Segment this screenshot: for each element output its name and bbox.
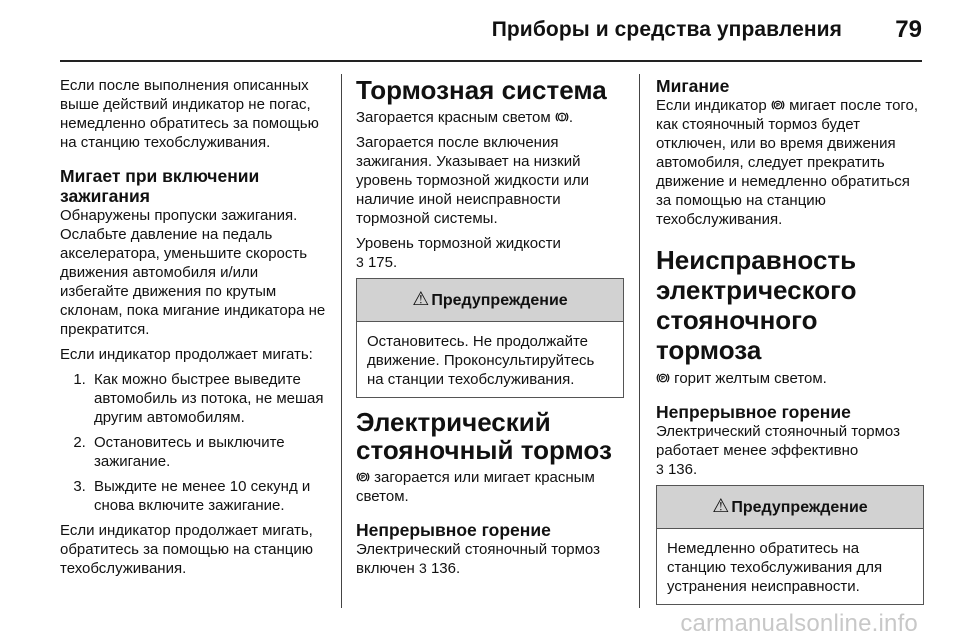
page-reference[interactable]: 136. — [430, 560, 461, 577]
column-1 — [60, 76, 330, 584]
section-heading: Электрический стояночный тормоз — [356, 407, 612, 465]
parking-brake-icon — [771, 98, 785, 112]
warning-icon: ⚠ — [412, 289, 430, 310]
subsection-heading: Мигание — [656, 76, 730, 96]
section-heading: Тормозная система — [356, 75, 607, 105]
paragraph — [356, 540, 624, 578]
column-2 — [356, 76, 624, 584]
paragraph — [356, 234, 624, 272]
parking-brake-fault-icon — [656, 371, 670, 385]
text: Если индикатор — [656, 97, 767, 114]
page-reference[interactable]: 136. — [667, 461, 698, 478]
subsection-heading: Непрерывное горение — [356, 520, 551, 540]
column-divider — [341, 74, 342, 608]
page-header — [0, 0, 960, 62]
warning-text: Немедленно обратитесь на станцию техобслуживания для устранения неисправности. — [667, 540, 883, 595]
paragraph: Если индикатор продолжает мигать, обратитесь за помощью на станцию техобслуживания. — [60, 522, 313, 577]
section-heading: Неисправность электрического стояночного тормоза — [656, 245, 857, 365]
warning-title: Предупреждение — [731, 499, 868, 516]
text: загорается или мигает красным светом. — [356, 469, 595, 505]
steps-list — [60, 370, 330, 515]
svg-text:P: P — [660, 376, 666, 383]
text: Уровень тормозной жидкости — [356, 235, 561, 252]
text: Электрический стояночный тормоз работает менее эффективно — [656, 423, 900, 459]
text: Загорается красным светом — [356, 109, 551, 126]
warning-header — [357, 279, 623, 322]
page-reference[interactable]: 175. — [367, 254, 398, 271]
paragraph: Загорается красным светом . — [356, 109, 574, 126]
svg-text:P: P — [360, 475, 366, 482]
paragraph — [656, 369, 924, 388]
warning-box — [356, 278, 624, 398]
paragraph: Загорается после включения зажигания. Указывает на низкий уровень тормозной жидкости или наличие иной неисправности тормозной системы. — [356, 134, 590, 227]
text: мигает после того, как стояночный тормоз будет отключен, или во время движения автомобиля, следует прекратить движение и немедленно обратиться за помощью на станцию техобслуживания. — [656, 97, 919, 228]
paragraph: Обнаружены пропуски зажигания. Ослабьте давление на педаль акселератора, уменьшите скорость движения автомобиля и/или избегайте движения по крутым склонам, пока мигание индикатора не прекратится. — [60, 207, 326, 338]
warning-icon: ⚠ — [712, 496, 730, 517]
list-item: 3. Выждите не менее 10 секунд и снова включите зажигание. — [90, 477, 330, 515]
watermark: carmanualsonline.info — [680, 610, 918, 637]
header-rule — [60, 60, 922, 62]
intro-paragraph: Если после выполнения описанных выше действий индикатор не погас, немедленно обратитесь за помощью на станцию техобслуживания. — [60, 77, 319, 151]
paragraph — [656, 96, 924, 229]
warning-header — [657, 486, 923, 529]
paragraph: Если индикатор продолжает мигать: — [60, 346, 313, 363]
parking-brake-icon — [356, 470, 370, 484]
list-item: 2. Остановитесь и выключите зажигание. — [90, 433, 330, 471]
arrow-icon: 3 — [419, 560, 427, 576]
page-number: 79 — [895, 16, 922, 43]
text: горит желтым светом. — [674, 370, 827, 387]
brake-warning-icon — [555, 110, 569, 124]
paragraph — [656, 422, 924, 479]
section-heading: Мигает при включении зажигания — [60, 166, 260, 206]
text: Электрический стояночный тормоз включен — [356, 541, 600, 577]
subsection-heading: Непрерывное горение — [656, 402, 851, 422]
warning-text: Остановитесь. Не продолжайте движение. Проконсультируйтесь на станции техобслуживания. — [367, 333, 595, 388]
page-title: Приборы и средства управления — [491, 18, 842, 41]
warning-title: Предупреждение — [431, 292, 568, 309]
column-3 — [656, 76, 924, 615]
paragraph — [356, 468, 624, 506]
arrow-icon: 3 — [656, 461, 664, 477]
arrow-icon: 3 — [356, 254, 364, 270]
list-item: 1. Как можно быстрее выведите автомобиль из потока, не мешая другим автомобилям. — [90, 370, 330, 427]
warning-box — [656, 485, 924, 605]
column-divider — [639, 74, 640, 608]
svg-text:P: P — [775, 103, 780, 110]
